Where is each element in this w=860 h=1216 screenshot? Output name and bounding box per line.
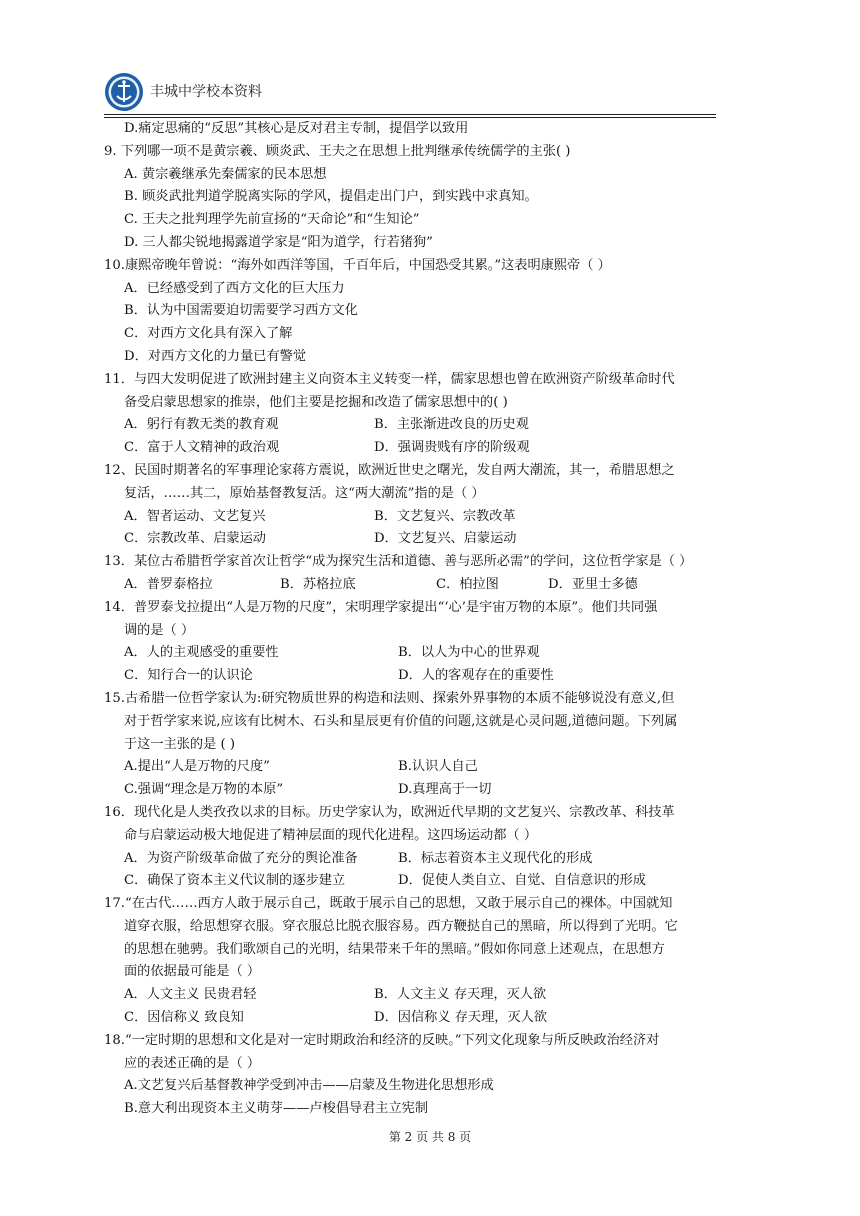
question-stem: 14．普罗泰戈拉提出“人是万物的尺度”，宋明理学家提出“‘心’是宇宙万物的本原”。他们共同强	[104, 599, 658, 615]
answer-option: B．标志着资本主义现代化的形成	[398, 850, 593, 866]
answer-option-row	[104, 870, 764, 893]
answer-option-row	[104, 756, 764, 779]
answer-option: C．柏拉图	[436, 576, 499, 592]
answer-option-row	[104, 437, 764, 460]
answer-option: C．确保了资本主义代议制的逐步建立	[124, 873, 346, 889]
answer-option: C．富于人文精神的政治观	[124, 440, 280, 456]
answer-option: B．认为中国需要迫切需要学习西方文化	[124, 303, 358, 319]
answer-option: B．人文主义 存天理，灭人欲	[374, 987, 547, 1003]
answer-option-row	[104, 506, 764, 529]
answer-option-row	[104, 779, 764, 802]
question-stem-continued: 对于哲学家来说,应该有比树木、石头和星辰更有价值的问题,这就是心灵问题,道德问题。下列属	[124, 713, 678, 729]
question-stem-continued: 于这一主张的是 ( )	[124, 736, 235, 752]
answer-option: B．以人为中心的世界观	[398, 645, 540, 661]
answer-option-row	[104, 665, 764, 688]
answer-option: A.文艺复兴后基督教神学受到冲击——启蒙及生物进化思想形成	[124, 1078, 494, 1094]
answer-option: A．智者运动、文艺复兴	[124, 508, 266, 524]
answer-option: C．因信称义 致良知	[124, 1010, 244, 1026]
answer-option: D．亚里士多德	[548, 576, 638, 592]
answer-option: A．普罗泰格拉	[124, 576, 213, 592]
question-stem-continued: 道穿衣服，给思想穿衣服。穿衣服总比脱衣服容易。西方鞭挞自己的黑暗，所以得到了光明。它	[124, 918, 678, 934]
question-stem: 10.康熙帝晚年曾说：“海外如西洋等国，千百年后，中国恐受其累。”这表明康熙帝（ ）	[104, 257, 611, 273]
school-name: 丰城中学校本资料	[150, 84, 262, 100]
answer-option-row	[104, 414, 764, 437]
answer-option: D．人的客观存在的重要性	[398, 668, 554, 684]
answer-option: B．主张渐进改良的历史观	[374, 417, 529, 433]
answer-option: A．人的主观感受的重要性	[124, 645, 279, 661]
question-stem: 9. 下列哪一项不是黄宗羲、顾炎武、王夫之在思想上批判继承传统儒学的主张( )	[104, 143, 571, 159]
question-stem-continued: 命与启蒙运动极大地促进了精神层面的现代化进程。这四场运动都（ ）	[124, 827, 538, 843]
answer-option: D.真理高于一切	[398, 782, 492, 798]
answer-option: C．宗教改革、启蒙运动	[124, 531, 266, 547]
question-content	[104, 118, 764, 1121]
answer-option: D．强调贵贱有序的阶级观	[374, 440, 530, 456]
answer-option: B. 顾炎武批判道学脱离实际的学风，提倡走出门户，到实践中求真知。	[124, 189, 538, 205]
answer-option-row	[104, 984, 764, 1007]
answer-option: C．对西方文化具有深入了解	[124, 326, 293, 342]
question-stem-continued: 备受启蒙思想家的推崇，他们主要是挖掘和改造了儒家思想中的( )	[124, 394, 508, 410]
answer-option: A．已经感受到了西方文化的巨大压力	[124, 280, 345, 296]
question-stem: 15.古希腊一位哲学家认为:研究物质世界的构造和法则、探索外界事物的本质不能够说没有意义,但	[104, 690, 675, 706]
question-stem-continued: 应的表述正确的是（ ）	[124, 1055, 261, 1071]
answer-option: A．为资产阶级革命做了充分的舆论准备	[124, 850, 358, 866]
answer-option: D. 三人都尖锐地揭露道学家是“阳为道学，行若猪狗”	[124, 234, 433, 250]
question-stem: 16．现代化是人类孜孜以求的目标。历史学家认为，欧洲近代早期的文艺复兴、宗教改革、科技革	[104, 804, 675, 820]
answer-option: D．文艺复兴、启蒙运动	[374, 531, 517, 547]
answer-option-row	[104, 642, 764, 665]
answer-option: B．苏格拉底	[280, 576, 356, 592]
answer-option: A．躬行有教无类的教育观	[124, 417, 279, 433]
question-stem-continued: 复活，……其二，原始基督教复活。这“两大潮流”指的是（ ）	[124, 485, 485, 501]
question-stem-continued: 调的是（ ）	[124, 622, 195, 638]
answer-option: D．因信称义 存天理，灭人欲	[374, 1010, 548, 1026]
header-rule	[104, 114, 716, 115]
answer-option: C．知行合一的认识论	[124, 668, 253, 684]
answer-option: D．对西方文化的力量已有警觉	[124, 348, 307, 364]
answer-option: A．人文主义 民贵君轻	[124, 987, 257, 1003]
question-stem-continued: 的思想在驰骋。我们歌颂自己的光明，结果带来千年的黑暗。”假如你同意上述观点，在思想方	[124, 941, 665, 957]
answer-option: D．促使人类自立、自觉、自信意识的形成	[398, 873, 646, 889]
answer-option-row	[104, 528, 764, 551]
question-stem: 11．与四大发明促进了欧洲封建主义向资本主义转变一样，儒家思想也曾在欧洲资产阶级革命时代	[104, 371, 675, 387]
page-header	[104, 72, 716, 112]
question-stem: 17.“在古代……西方人敢于展示自己，既敢于展示自己的思想，又敢于展示自己的裸体。中国就知	[104, 896, 673, 912]
question-stem: 13．某位古希腊哲学家首次让哲学“成为探究生活和道德、善与恶所必需”的学问，这位哲学家是（ ）	[104, 554, 693, 570]
answer-option-row	[104, 574, 764, 597]
answer-option: A.提出“人是万物的尺度”	[124, 759, 270, 775]
question-stem: 12、民国时期著名的军事理论家蒋方震说，欧洲近世史之曙光，发自两大潮流，其一，希腊思想之	[104, 462, 675, 478]
answer-option: B.认识人自己	[398, 759, 478, 775]
answer-option-row	[104, 848, 764, 871]
answer-option: B.意大利出现资本主义萌芽——卢梭倡导君主立宪制	[124, 1101, 429, 1117]
school-emblem-icon	[104, 72, 144, 112]
answer-option-row	[104, 1007, 764, 1030]
answer-option: B．文艺复兴、宗教改革	[374, 508, 516, 524]
question-stem-continued: 面的依据最可能是（ ）	[124, 964, 261, 980]
answer-option: A. 黄宗羲继承先秦儒家的民本思想	[124, 166, 327, 182]
answer-option: D.痛定思痛的“反思”其核心是反对君主专制，提倡学以致用	[124, 121, 469, 136]
answer-option: C.强调“理念是万物的本原”	[124, 782, 284, 798]
answer-option: C. 王夫之批判理学先前宣扬的“天命论”和“生知论”	[124, 212, 420, 228]
page-footer: 第 2 页 共 8 页	[388, 1130, 472, 1144]
question-stem: 18.“一定时期的思想和文化是对一定时期政治和经济的反映。”下列文化现象与所反映政治经济对	[104, 1032, 660, 1048]
